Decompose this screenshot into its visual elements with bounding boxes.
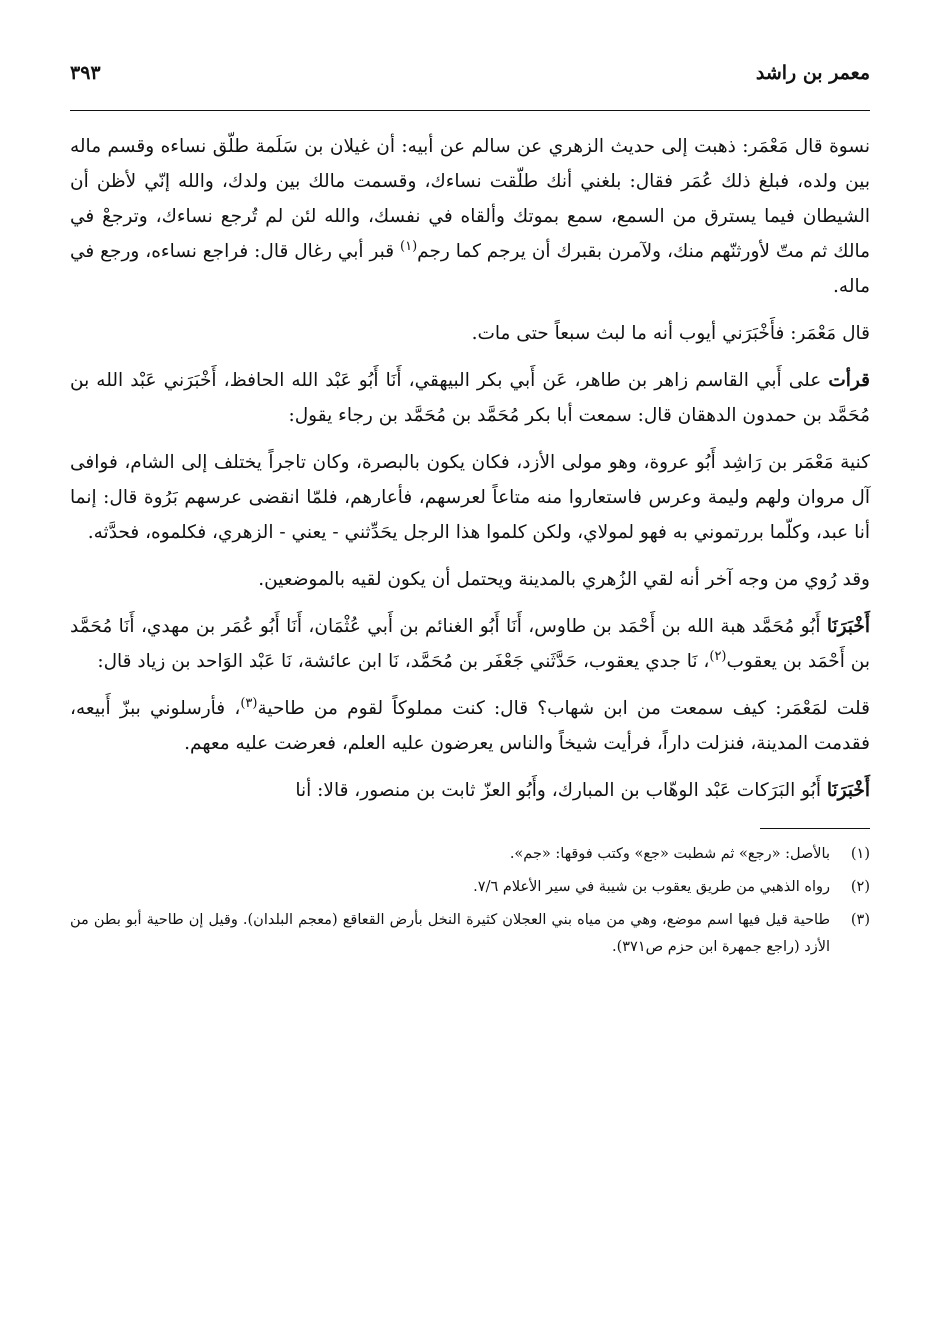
paragraph (70, 445, 870, 550)
page-number: ٣٩٣ (70, 62, 101, 84)
paragraph-text: وقد رُوي من وجه آخر أنه لقي الزُهري بالمدينة ويحتمل أن يكون لقيه بالموضعين. (258, 569, 870, 590)
paragraph (70, 609, 870, 679)
paragraph-text: على أَبي القاسم زاهر بن طاهر، عَن أَبي بكر البيهقي، أَنَا أَبُو عَبْد الله الحافظ، أَخْبَرَني عَبْد الله بن مُحَمَّد بن حمدون الدهقان قال: سمعت أبا بكر مُحَمَّد بن مُحَمَّد بن رجاء يقول: (70, 370, 870, 426)
paragraph-text: أَبُو البَرَكات عَبْد الوهّاب بن المبارك، وأَبُو العزّ ثابت بن منصور، قالا: أنا (295, 780, 827, 801)
paragraph-text: قلت لمَعْمَر: كيف سمعت من ابن شهاب؟ قال: كنت مملوكاً لقوم من طاحية (257, 698, 870, 719)
book-page (70, 62, 870, 967)
paragraph-text: نسوة قال مَعْمَر: ذهبت إلى حديث الزهري عن سالم عن أبيه: أن غيلان بن سَلَمة طلّق نساءه وقسم ماله بين ولده، فبلغ ذلك عُمَر فقال: بلغني أنك طلّقت نساءك، وقسمت مالك بين ولدك، والله إنّي لأظن أن الشيطان فيما يسترق من السمع، سمع بموتك وألقاه في نفسك، والله لئن لم تُرجع نساءك، وترجعْ في مالك ثم متّ لأورثنّهم منك، ولآمرن بقبرك أن يرجم كما رجم (70, 136, 870, 262)
paragraph (70, 562, 870, 597)
footnotes (70, 841, 870, 961)
paragraph-text: قال مَعْمَر: فأَخْبَرَني أيوب أنه ما لبث سبعاً حتى مات. (471, 323, 870, 344)
footnote (70, 874, 870, 901)
footnote-number: (٣) (850, 912, 870, 928)
footnote-marker: (٢) (709, 648, 727, 664)
footnote-marker: (١) (400, 238, 418, 254)
footnote (70, 907, 870, 961)
paragraph-lead: قرأت (828, 370, 870, 391)
running-header (70, 62, 870, 111)
paragraph (70, 773, 870, 808)
paragraph-text: كنية مَعْمَر بن رَاشِد أَبُو عروة، وهو مولى الأزد، فكان يكون بالبصرة، وكان تاجراً يختلف إلى الشام، فوافى آل مروان ولهم وليمة وعرس فاستعاروا منه متاعاً لعرسهم، فأعارهم، فلمّا انقضى عرسهم بَرُوة قال: إنما أنا عبد، وكلّما بررتموني به فهو لمولاي، ولكن كلموا هذا الرجل يحَدِّثني - يعني - الزهري، فكلموه، فحدَّثه. (70, 452, 870, 543)
paragraph (70, 316, 870, 351)
paragraph-text: ، فأرسلوني ببزّ أَبيعه، فقدمت المدينة، فنزلت داراً، فرأيت شيخاً والناس يعرضون عليه العلم، فعرضت عليه معهم. (70, 698, 870, 754)
paragraph (70, 129, 870, 304)
footnote-text: طاحية قيل فيها اسم موضع، وهي من مياه بني العجلان كثيرة النخل بأرض القعاقع (معجم البلدان). وقيل إن طاحية أبو بطن من الأزد (راجع جمهرة ابن حزم ص٣٧١). (70, 912, 830, 955)
footnote-number: (١) (850, 846, 870, 862)
footnote-number: (٢) (850, 879, 870, 895)
paragraph-lead: أَخْبَرَنَا (826, 780, 870, 801)
paragraph-text: قبر أبي رغال قال: فراجع نساءه، ورجع في ماله. (70, 241, 870, 297)
footnote-marker: (٣) (240, 695, 258, 711)
main-text (70, 129, 870, 808)
footnote-text: بالأصل: «رجع» ثم شطبت «جع» وكتب فوقها: «جم». (509, 846, 830, 862)
footnote-divider (760, 828, 870, 829)
running-title: معمر بن راشد (755, 62, 870, 84)
paragraph-text: ، نَا جدي يعقوب، حَدَّثَني جَعْفَر بن مُحَمَّد، نَا ابن عائشة، نَا عَبْد الوَاحد بن زياد قال: (97, 651, 710, 672)
paragraph-text: أَبُو مُحَمَّد هبة الله بن أَحْمَد بن طاوس، أَنَا أَبُو الغنائم بن أَبي عُثْمَان، أَنَا أَبُو عُمَر بن مهدي، أَنَا مُحَمَّد بن أَحْمَد بن يعقوب (70, 616, 870, 672)
footnote (70, 841, 870, 868)
footnote-text: رواه الذهبي من طريق يعقوب بن شيبة في سير الأعلام ٧/٦. (473, 879, 830, 895)
paragraph (70, 691, 870, 761)
paragraph (70, 363, 870, 433)
paragraph-lead: أَخْبَرَنَا (826, 616, 870, 637)
